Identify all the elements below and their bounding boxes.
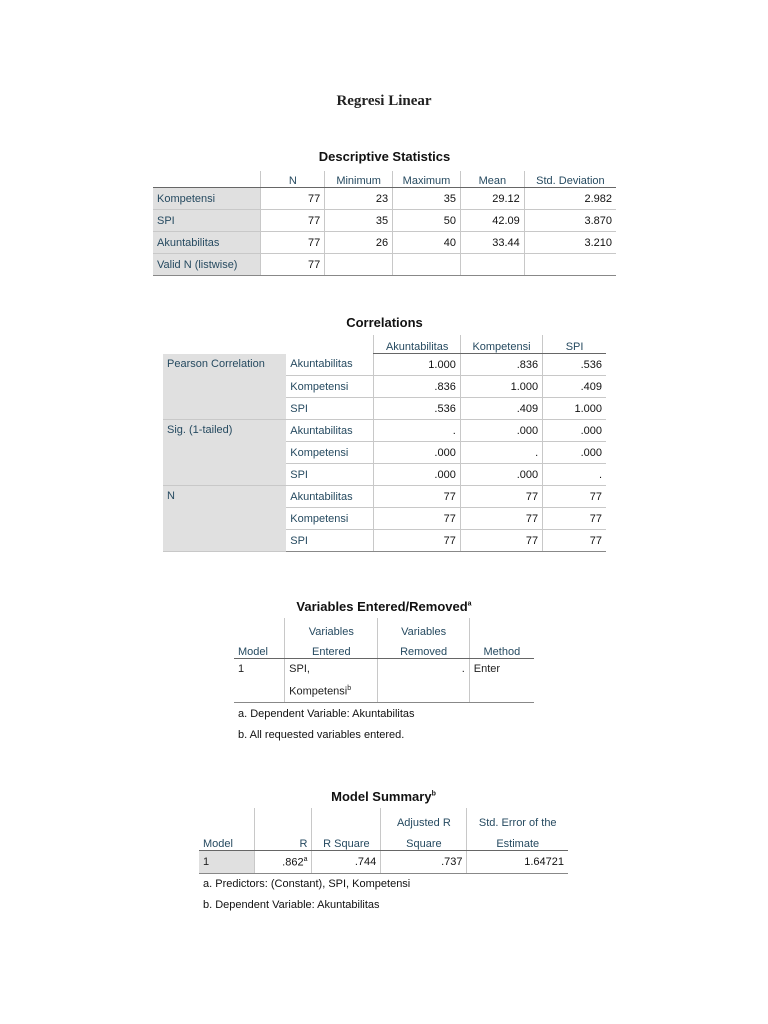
cell-value: 50 [393,210,461,232]
column-header: Mean [460,171,524,188]
column-header: Std. Error of the [467,808,568,829]
cell-value: 77 [261,232,325,254]
cell-value: .744 [312,851,381,874]
column-header: Variables [285,618,378,638]
cell-value: 29.12 [460,188,524,210]
footnote: b. Dependent Variable: Akuntabilitas [203,899,380,911]
cell-value: 77 [374,530,460,552]
superscript: a [303,855,308,863]
cell-value: 35 [393,188,461,210]
column-header-empty [312,808,381,829]
cell-value: Enter [469,659,534,703]
cell-value: .000 [543,420,606,442]
column-header: Model [234,638,285,659]
title-text: Model Summary [331,789,432,804]
cell-value: .862 [282,856,304,869]
table-row [153,210,616,232]
group-label: Pearson Correlation [163,354,286,420]
correlations-title: Correlations [346,315,423,330]
cell-value: 1 [234,659,285,703]
cell-value: 1.000 [460,376,542,398]
title-text: Variables Entered/Removed [296,599,468,614]
cell-value: . [378,659,469,703]
column-header: Akuntabilitas [374,335,460,354]
model-summary-table [199,808,568,874]
column-header: Maximum [393,171,461,188]
superscript: b [347,685,352,692]
row-label: Akuntabilitas [286,486,374,508]
cell-value: SPI, [289,663,310,675]
table-header-row [153,171,616,188]
table-row [163,486,606,508]
cell-value: 1 [199,851,254,874]
cell-value: 23 [325,188,393,210]
cell-value: 1.64721 [467,851,568,874]
group-label: Sig. (1-tailed) [163,420,286,486]
table-header-row [163,335,606,354]
cell-value [524,254,616,276]
cell-value: .000 [543,442,606,464]
cell-value: 33.44 [460,232,524,254]
document-title: Regresi Linear [336,93,432,109]
row-label: SPI [286,464,374,486]
column-header: R [254,829,312,851]
row-label: Akuntabilitas [286,420,374,442]
table-header-row [199,808,568,829]
column-header: N [261,171,325,188]
cell-value: 77 [374,508,460,530]
column-header: Adjusted R [381,808,467,829]
cell-value: .000 [374,464,460,486]
cell-value: 1.000 [374,354,460,376]
cell-value: 3.870 [524,210,616,232]
r-cell [254,851,312,874]
column-header: Model [199,829,254,851]
column-header-empty [254,808,312,829]
cell-value: .737 [381,851,467,874]
model-summary-title [199,789,568,804]
cell-value: .000 [374,442,460,464]
column-header: R Square [312,829,381,851]
cell-value: . [460,442,542,464]
column-header-empty [286,335,374,354]
cell-value: .409 [543,376,606,398]
table-row [163,420,606,442]
entered-cell [285,659,378,703]
column-header: Entered [285,638,378,659]
column-header: SPI [543,335,606,354]
cell-value: 77 [543,530,606,552]
table-row [163,354,606,376]
table-row [153,232,616,254]
correlations-table [163,335,606,552]
row-label: Akuntabilitas [153,232,261,254]
descriptive-statistics-table [153,171,616,276]
cell-value: 1.000 [543,398,606,420]
title-superscript: a [467,600,472,608]
variables-entered-removed-title [234,599,534,614]
cell-value: 77 [261,210,325,232]
column-header-empty [199,808,254,829]
column-header: Minimum [325,171,393,188]
column-header-empty [469,618,534,638]
row-label: Kompetensi [286,442,374,464]
table-row [199,851,568,874]
cell-value: 2.982 [524,188,616,210]
cell-value: 40 [393,232,461,254]
footnote: b. All requested variables entered. [238,729,405,741]
cell-value-line [289,679,373,702]
column-header: Estimate [467,829,568,851]
cell-value: Kompetensi [289,685,348,698]
column-header-empty [234,618,285,638]
cell-value: 35 [325,210,393,232]
column-header [153,171,261,188]
cell-value: . [543,464,606,486]
row-label: Kompetensi [153,188,261,210]
cell-value: .000 [460,464,542,486]
cell-value: 77 [543,486,606,508]
cell-value: .536 [543,354,606,376]
cell-value [393,254,461,276]
cell-value [460,254,524,276]
row-label: SPI [153,210,261,232]
table-header-row [199,829,568,851]
cell-value: 77 [261,188,325,210]
cell-value: 77 [460,486,542,508]
cell-value: .409 [460,398,542,420]
table-row [234,659,534,703]
column-header: Removed [378,638,469,659]
cell-value: .536 [374,398,460,420]
cell-value: 77 [460,508,542,530]
column-header: Std. Deviation [524,171,616,188]
variables-entered-removed-table [234,618,534,703]
column-header: Method [469,638,534,659]
row-label: SPI [286,398,374,420]
cell-value: .836 [460,354,542,376]
footnote: a. Dependent Variable: Akuntabilitas [238,708,415,720]
table-row [153,254,616,276]
table-row [153,188,616,210]
row-label: Kompetensi [286,376,374,398]
column-header-empty [163,335,286,354]
row-label: Kompetensi [286,508,374,530]
cell-value [325,254,393,276]
cell-value: 3.210 [524,232,616,254]
column-header: Kompetensi [460,335,542,354]
cell-value: 77 [261,254,325,276]
title-superscript: b [431,790,436,798]
row-label: SPI [286,530,374,552]
row-label: Akuntabilitas [286,354,374,376]
cell-value: 77 [374,486,460,508]
column-header: Square [381,829,467,851]
footnote: a. Predictors: (Constant), SPI, Kompetensi [203,878,411,890]
row-label: Valid N (listwise) [153,254,261,276]
descriptive-statistics-title: Descriptive Statistics [318,149,451,164]
table-header-row [234,618,534,638]
cell-value: . [374,420,460,442]
cell-value: 77 [543,508,606,530]
cell-value: 42.09 [460,210,524,232]
table-header-row [234,638,534,659]
column-header: Variables [378,618,469,638]
cell-value: 26 [325,232,393,254]
cell-value: 77 [460,530,542,552]
group-label: N [163,486,286,552]
cell-value: .836 [374,376,460,398]
cell-value: .000 [460,420,542,442]
